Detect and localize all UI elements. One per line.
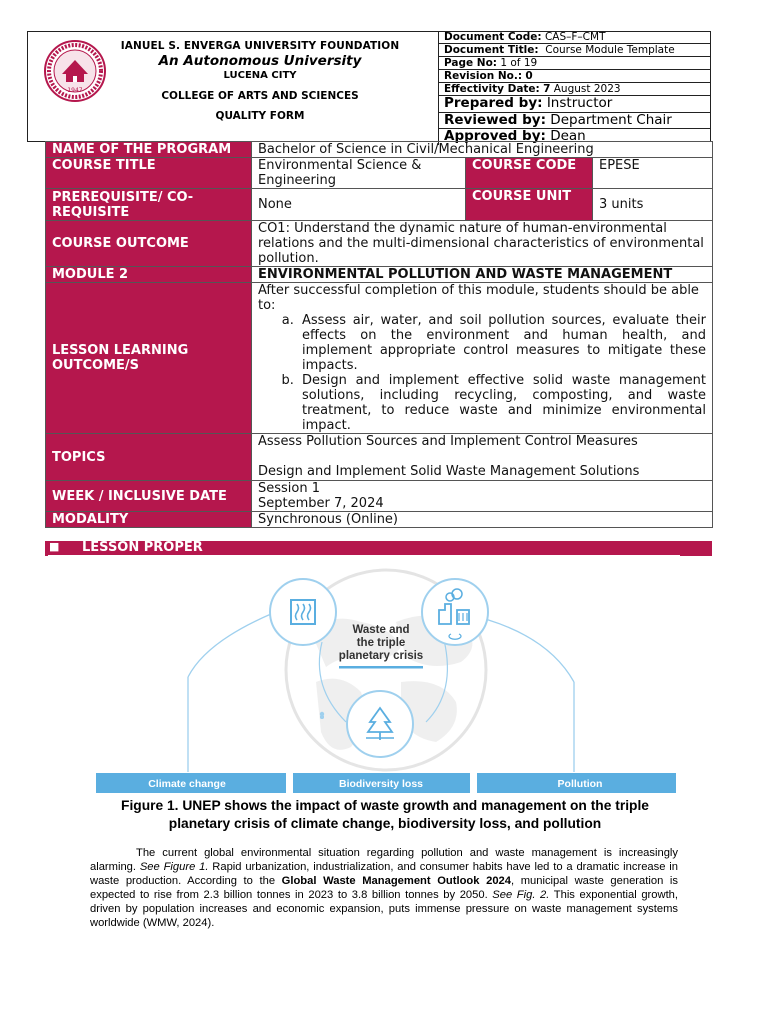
course-outcome-label: COURSE OUTCOME: [46, 221, 252, 267]
lesson-outcomes-intro: After successful completion of this module, students should be able to:: [258, 283, 699, 313]
course-outcome-value: CO1: Understand the dynamic nature of human-environmental relations and the multi-dimensional characteristics of environmental pollution.: [252, 221, 713, 267]
prerequisite-label: PREREQUISITE/ CO-REQUISITE: [46, 189, 252, 221]
svg-text:1947: 1947: [67, 87, 83, 94]
table-row: [46, 267, 713, 283]
course-unit-label: COURSE UNIT: [466, 189, 593, 221]
topic-item: Assess Pollution Sources and Implement Control Measures: [258, 434, 638, 449]
course-info-table: [45, 141, 713, 528]
course-title-value: Environmental Science & Engineering: [252, 158, 466, 189]
document-meta-panel: [438, 31, 711, 145]
biodiversity-label: Biodiversity loss: [338, 778, 424, 790]
meta-effectivity: Effectivity Date: 7 August 2023: [439, 83, 711, 96]
lesson-outcomes-label: LESSON LEARNING OUTCOME/S: [46, 283, 252, 434]
table-row: [46, 221, 713, 267]
table-row: [46, 283, 713, 434]
table-row: [46, 434, 713, 481]
report-title: Global Waste Management Outlook 2024: [281, 875, 511, 887]
program-value: Bachelor of Science in Civil/Mechanical Engineering: [252, 142, 713, 158]
figure-center-title-1: Waste and: [352, 624, 410, 636]
climate-label: Climate change: [148, 778, 226, 790]
heading-underline: [48, 555, 680, 556]
meta-approved: Approved by: Dean: [444, 129, 586, 144]
figure-reference: See Figure 1.: [139, 861, 209, 873]
program-label: NAME OF THE PROGRAM: [46, 142, 252, 158]
university-name: IANUEL S. ENVERGA UNIVERSITY FOUNDATION: [120, 40, 400, 52]
bullet-icon: ■: [49, 540, 60, 553]
date-text: September 7, 2024: [258, 496, 384, 511]
course-code-label: COURSE CODE: [466, 158, 593, 189]
modality-value: Synchronous (Online): [252, 512, 713, 528]
meta-prepared: Prepared by: Instructor: [439, 96, 711, 113]
modality-label: MODALITY: [46, 512, 252, 528]
session-text: Session 1: [258, 481, 321, 496]
university-subtitle: An Autonomous University: [158, 53, 362, 69]
module-label: MODULE 2: [46, 267, 252, 283]
triple-crisis-figure: [96, 562, 676, 794]
body-paragraph: The current global environmental situation regarding pollution and waste management is increasingly alarming. See Figure 1. Rapid urbanization, industrialization, and consumer habits have led to a dramatic increase in waste production. According to the Global Waste Management Outlook 2024, municipal waste generation is expected to rise from 2.3 billion tonnes in 2023 to 3.8 billion tonnes by 2050. See Fig. 2. This exponential growth, driven by population increases and economic expansion, puts immense pressure on waste management systems worldwide (WMW, 2024).: [90, 847, 679, 929]
caption-line: planetary crisis of climate change, biodiversity loss, and pollution: [168, 816, 602, 831]
university-city: LUCENA CITY: [223, 70, 297, 81]
lesson-outcomes-list: [258, 313, 706, 433]
form-type: QUALITY FORM: [215, 110, 305, 122]
table-row: [46, 142, 713, 158]
climate-icon: [270, 579, 336, 645]
figure-center-underline: [339, 666, 423, 669]
module-title: ENVIRONMENTAL POLLUTION AND WASTE MANAGEMENT: [252, 267, 713, 283]
meta-page: Page No: 1 of 19: [439, 57, 711, 70]
table-row: [46, 158, 713, 189]
caption-line: Figure 1. UNEP shows the impact of waste growth and management on the triple: [121, 798, 649, 813]
university-seal-logo: [44, 40, 106, 102]
meta-doc-code: Document Code: CAS–F–CMT: [439, 31, 711, 44]
list-item: a. Assess air, water, and soil pollution sources, evaluate their effects on the environment and human health, and implement appropriate control measures to mitigate these impacts.: [298, 313, 706, 373]
table-row: [46, 481, 713, 512]
figure-caption: [80, 797, 690, 833]
lesson-proper-heading: LESSON PROPER: [82, 540, 203, 555]
meta-reviewed: Reviewed by: Department Chair: [439, 113, 711, 130]
figure-center-title-2: the triple: [356, 637, 406, 649]
figure-reference: See Fig. 2.: [492, 889, 550, 901]
college-name: COLLEGE OF ARTS AND SCIENCES: [161, 90, 359, 102]
meta-revision: Revision No.: 0: [439, 70, 711, 83]
connector-line: [188, 614, 271, 677]
pollution-icon: [422, 579, 488, 645]
week-date-label: WEEK / INCLUSIVE DATE: [46, 481, 252, 512]
course-code-value: EPESE: [593, 158, 713, 189]
topics-value: [252, 434, 713, 481]
table-row: [46, 512, 713, 528]
prerequisite-value: None: [252, 189, 466, 221]
lesson-outcomes-value: [252, 283, 713, 434]
figure-center-title-3: planetary crisis: [338, 650, 424, 662]
biodiversity-icon: [347, 691, 413, 757]
meta-doc-title: Document Title: Course Module Template: [439, 44, 711, 57]
topics-label: TOPICS: [46, 434, 252, 481]
course-unit-value: 3 units: [593, 189, 713, 221]
week-date-value: [252, 481, 713, 512]
topic-item: Design and Implement Solid Waste Management Solutions: [258, 464, 640, 479]
pollution-label: Pollution: [557, 778, 603, 790]
table-row: [46, 189, 713, 221]
list-item: b. Design and implement effective solid waste management solutions, including recycling, composting, and waste treatment, to reduce waste and minimize environmental impact.: [298, 373, 706, 433]
course-title-label: COURSE TITLE: [46, 158, 252, 189]
